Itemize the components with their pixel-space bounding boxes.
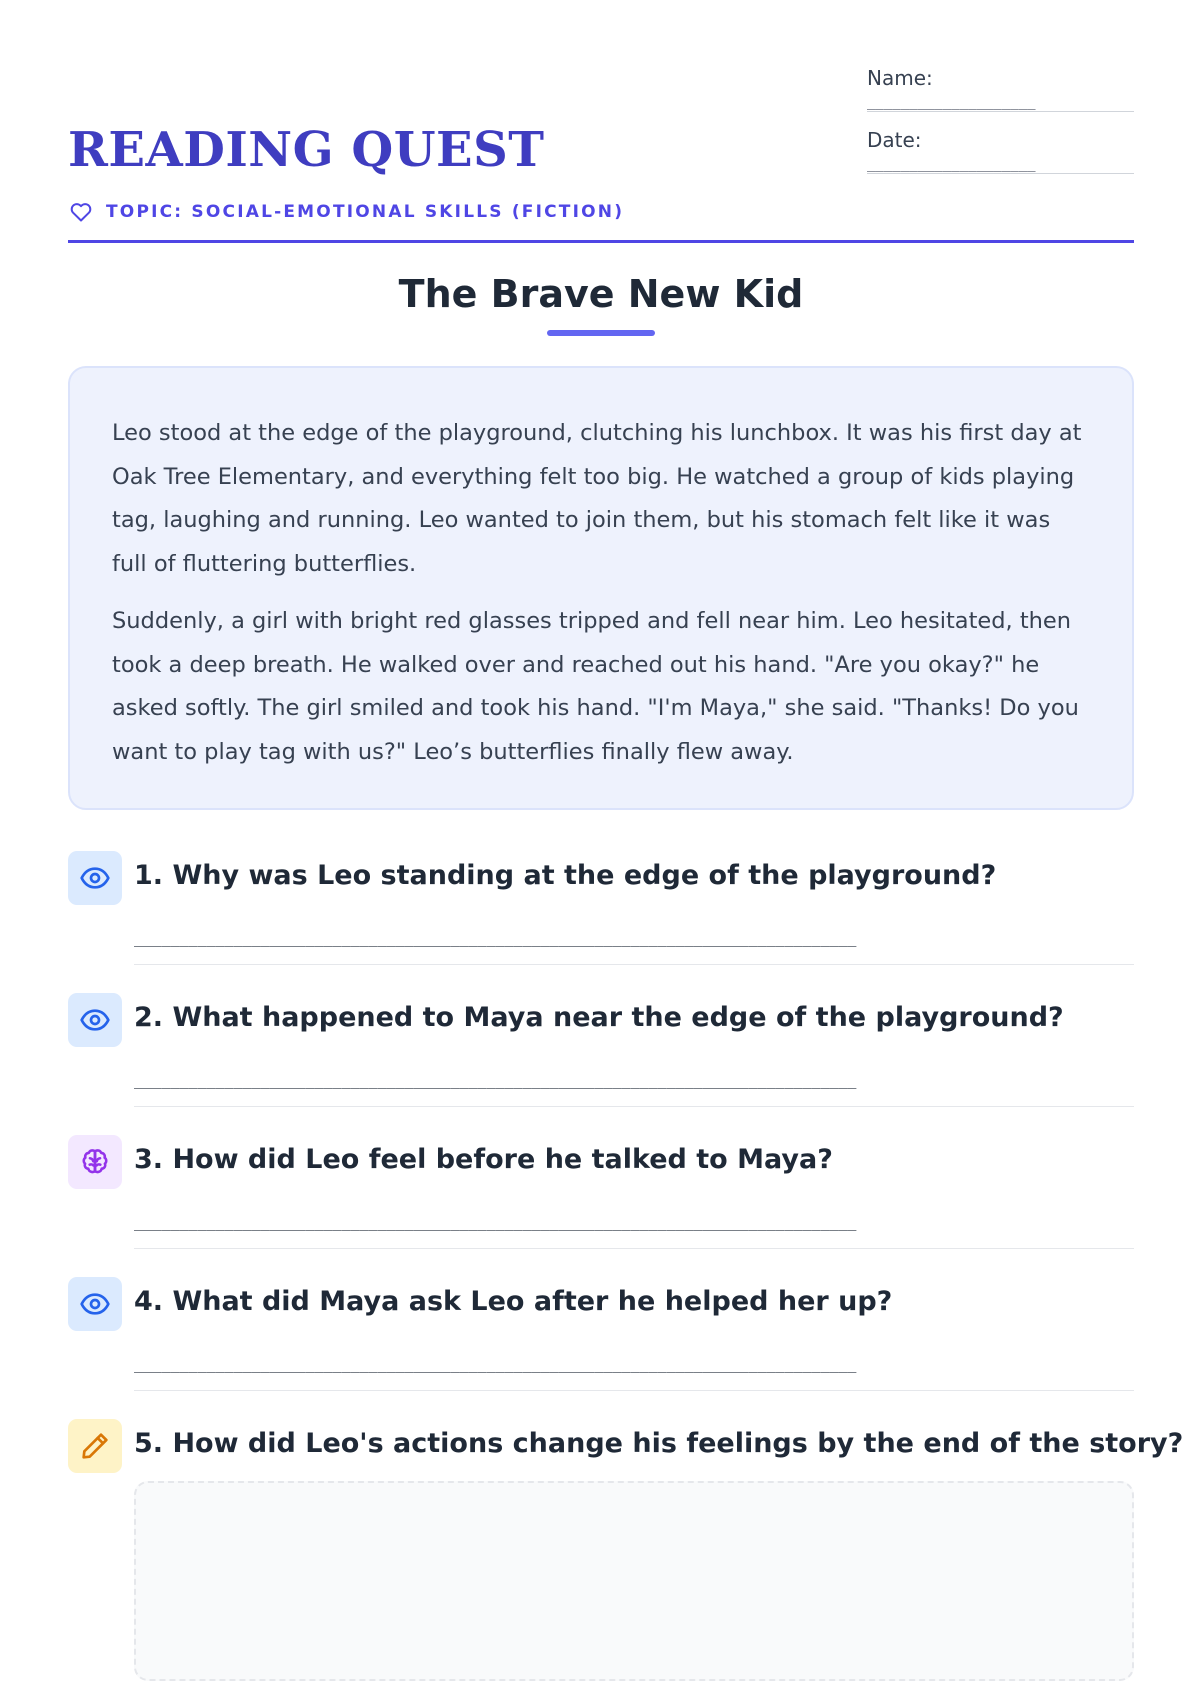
header-divider	[68, 240, 1134, 243]
eye-icon	[68, 993, 122, 1047]
eye-icon	[68, 851, 122, 905]
date-label: Date:	[867, 128, 922, 152]
topic-line	[68, 200, 624, 224]
heart-icon	[68, 200, 94, 224]
question-4	[68, 1277, 1134, 1419]
question-3	[68, 1135, 1134, 1277]
answer-line[interactable]: ________________________________________________________________________________	[134, 1071, 857, 1089]
date-field[interactable]: ____________________	[867, 156, 1134, 174]
worksheet-brand-title: READING QUEST	[68, 122, 545, 178]
long-answer-box[interactable]	[134, 1481, 1134, 1681]
question-2	[68, 993, 1134, 1135]
question-text: 4. What did Maya ask Leo after he helped her up?	[134, 1286, 893, 1317]
name-field[interactable]: ____________________	[867, 94, 1134, 112]
answer-line[interactable]: ________________________________________________________________________________	[134, 1355, 857, 1373]
question-5	[68, 1419, 1184, 1600]
question-text: 1. Why was Leo standing at the edge of the playground?	[134, 860, 997, 891]
topic-label: TOPIC: SOCIAL-EMOTIONAL SKILLS (FICTION)	[106, 202, 625, 222]
story-paragraph: Suddenly, a girl with bright red glasses tripped and fell near him. Leo hesitated, then took a deep breath. He walked over and reached out his hand. "Are you okay?" he asked softly. The girl smiled and took his hand. "I'm Maya," she said. "Thanks! Do you want to play tag with us?" Leo’s butterflies finally flew away.	[112, 608, 1079, 765]
story-paragraph: Leo stood at the edge of the playground, clutching his lunchbox. It was his first day at Oak Tree Elementary, and everything felt too big. He watched a group of kids playing tag, laughing and running. Leo wanted to join them, but his stomach felt like it was full of fluttering butterflies.	[112, 420, 1082, 577]
question-divider	[134, 964, 1134, 965]
question-divider	[134, 1248, 1134, 1249]
worksheet-page	[68, 0, 1184, 1600]
student-info	[867, 64, 1134, 188]
name-row	[867, 64, 1134, 126]
question-text: 5. How did Leo's actions change his feelings by the end of the story?	[134, 1428, 1184, 1459]
question-text: 2. What happened to Maya near the edge of the playground?	[134, 1002, 1064, 1033]
answer-line[interactable]: ________________________________________________________________________________	[134, 929, 857, 947]
story-title: The Brave New Kid	[398, 272, 804, 316]
date-row	[867, 126, 1134, 188]
pencil-icon	[68, 1419, 122, 1473]
eye-icon	[68, 1277, 122, 1331]
question-divider	[134, 1390, 1134, 1391]
question-divider	[134, 1106, 1134, 1107]
question-1	[68, 851, 1134, 993]
title-underline	[547, 330, 655, 336]
question-text: 3. How did Leo feel before he talked to Maya?	[134, 1144, 833, 1175]
name-label: Name:	[867, 66, 933, 90]
brain-icon	[68, 1135, 122, 1189]
story-passage	[68, 366, 1134, 810]
answer-line[interactable]: ________________________________________________________________________________	[134, 1213, 857, 1231]
